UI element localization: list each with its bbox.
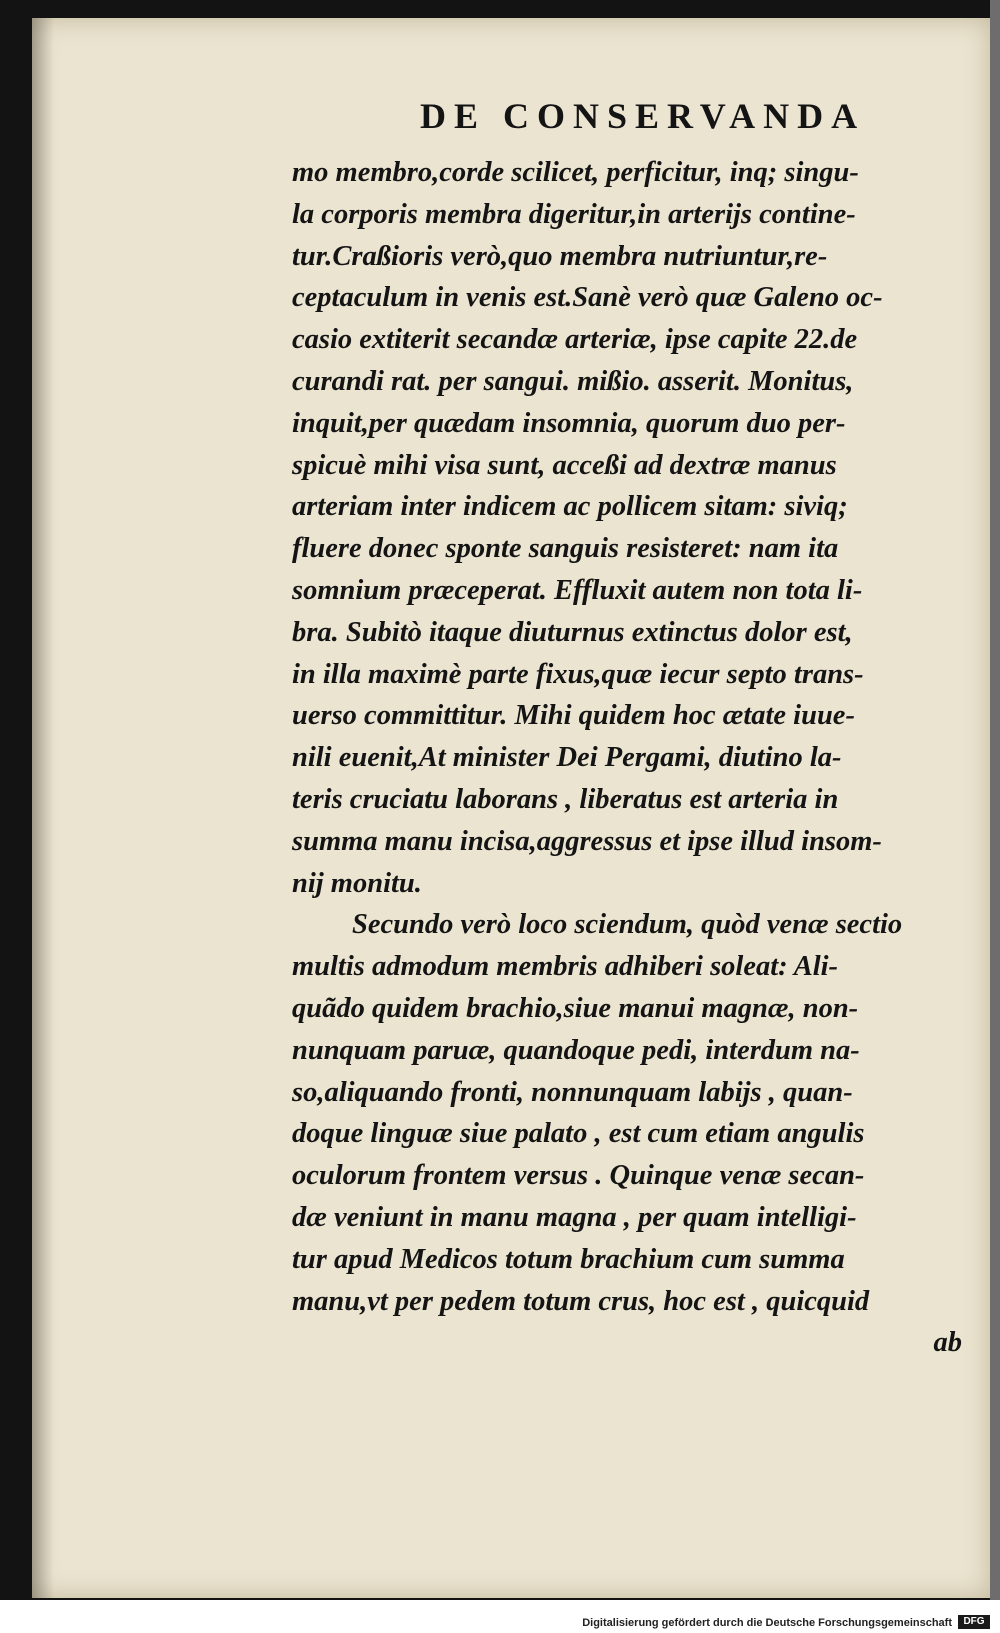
text-line: inquit,per quædam insomnia, quorum duo per- (292, 407, 846, 439)
text-line: spicuè mihi visa sunt, acceßi ad dextræ manus (292, 449, 837, 481)
text-line: uerso committitur. Mihi quidem hoc ætate iuue- (292, 700, 855, 732)
text-line: doque linguæ siue palato , est cum etiam angulis (292, 1118, 865, 1150)
paragraph-start-line: Secundo verò loco sciendum, quòd venæ sectio (352, 909, 903, 941)
text-line: casio extiterit secandæ arteriæ, ipse capite 22.de (292, 324, 858, 356)
text-line: ceptaculum in venis est.Sanè verò quæ Galeno oc- (292, 282, 883, 314)
text-line: oculorum frontem versus . Quinque venæ secan- (292, 1160, 865, 1192)
text-line: mo membro,corde scilicet, perficitur, inq; singu- (292, 157, 859, 188)
text-line: la corporis membra digeritur,in arterijs contine- (292, 198, 856, 230)
text-line: nunquam paruæ, quandoque pedi, interdum na- (292, 1034, 860, 1066)
running-head: DE CONSERVANDA (420, 96, 866, 136)
text-line: manu,vt per pedem totum crus, hoc est , quicquid (292, 1285, 870, 1317)
digitization-credit: Digitalisierung gefördert durch die Deutsche Forschungsgemeinschaft (582, 1617, 952, 1629)
text-line: summa manu incisa,aggressus et ipse illud insom- (292, 825, 882, 857)
dfg-logo: DFG (958, 1615, 990, 1629)
text-line: quãdo quidem brachio,siue manui magnæ, non- (292, 992, 859, 1024)
text-line: multis admodum membris adhiberi soleat: Ali- (292, 951, 839, 983)
catchword: ab (933, 1327, 962, 1359)
text-line: tur apud Medicos totum brachium cum summa (292, 1243, 845, 1275)
text-line: curandi rat. per sangui. mißio. asserit. Monitus, (292, 365, 854, 397)
page-edge (990, 0, 1000, 1600)
text-line: arteriam inter indicem ac pollicem sitam: siviq; (292, 491, 848, 523)
text-line: bra. Subitò itaque diuturnus extinctus dolor est, (292, 616, 853, 648)
text-line: tur.Craßioris verò,quo membra nutriuntur,re- (292, 240, 828, 272)
text-line: so,aliquando fronti, nonnunquam labijs , quan- (292, 1076, 853, 1108)
text-line: somnium præceperat. Effluxit autem non tota li- (292, 574, 863, 606)
body-text (292, 152, 962, 1364)
text-line: in illa maximè parte fixus,quæ iecur septo trans- (292, 658, 864, 690)
text-line: nij monitu. (292, 867, 422, 899)
text-line: teris cruciatu laborans , liberatus est arteria in (292, 783, 839, 815)
text-line: fluere donec sponte sanguis resisteret: nam ita (292, 533, 839, 565)
text-line: nili euenit,At minister Dei Pergami, diutino la- (292, 742, 842, 774)
text-line: dæ veniunt in manu magna , per quam intelligi- (292, 1201, 857, 1233)
page-gutter-shadow (32, 18, 54, 1598)
